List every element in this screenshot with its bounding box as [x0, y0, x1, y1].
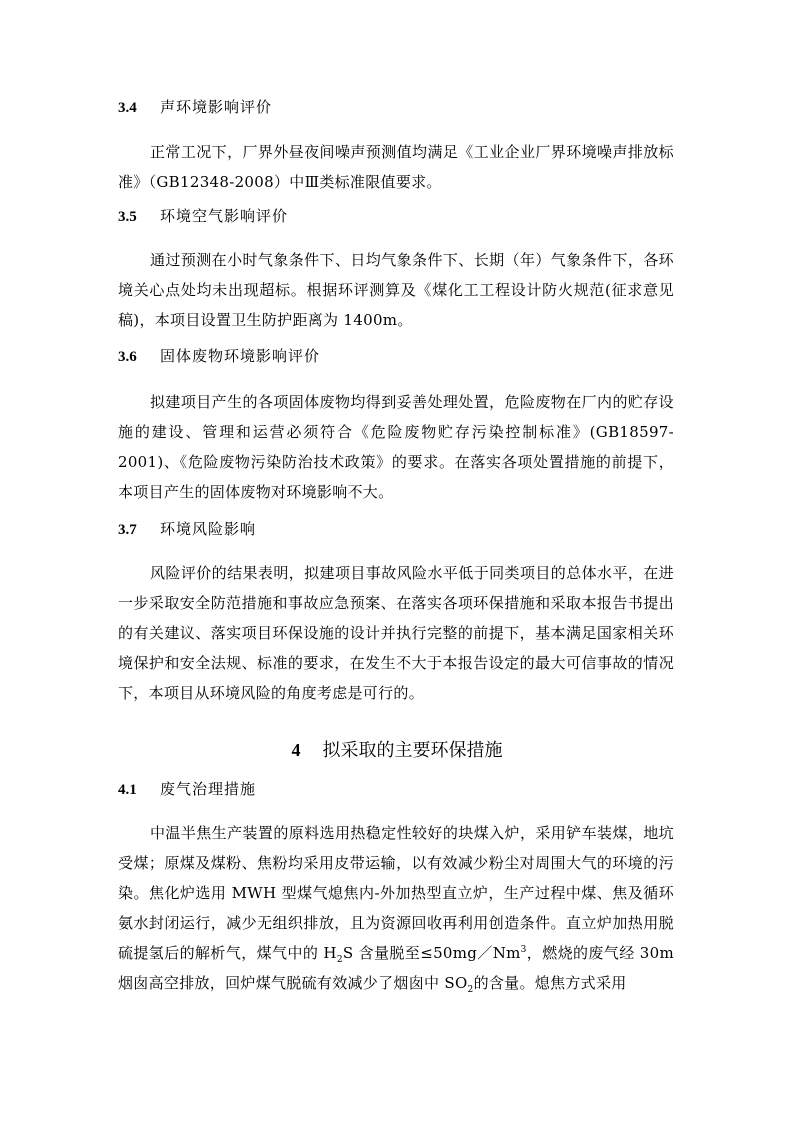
paragraph-solid-waste: 拟建项目产生的各项固体废物均得到妥善处理处置，危险废物在厂内的贮存设施的建设、管理和运营必须符合《危险废物贮存污染控制标准》(GB18597-2001)、《危险废物污染防治技术政策》的要求。在落实各项处置措施的前提下，本项目产生的固体废物对环境影响不大。: [118, 393, 674, 501]
section-number: 3.7: [118, 522, 137, 538]
text-run: ，燃烧的废气经 30m 烟囱高空排放，回炉煤气脱硫有效减少了烟囱中 SO: [118, 944, 674, 992]
section-title: 固体废物环境影响评价: [160, 347, 321, 365]
section-number: 3.4: [118, 100, 137, 116]
section-number: 3.6: [118, 349, 137, 365]
section-title: 环境风险影响: [160, 520, 257, 538]
section-heading-3-7: [118, 518, 256, 541]
paragraph-noise: 正常工况下，厂界外昼夜间噪声预测值均满足《工业企业厂界环境噪声排放标准》（GB12348-2008）中Ⅲ类标准限值要求。: [118, 143, 674, 191]
subscript: 2: [336, 955, 343, 965]
section-title: 废气治理措施: [160, 780, 257, 798]
section-number: 4.1: [118, 782, 137, 798]
chapter-heading: [0, 736, 794, 765]
section-title: 环境空气影响评价: [160, 207, 289, 225]
subscript: 2: [467, 985, 474, 995]
section-heading-3-6: [118, 345, 320, 368]
superscript: 3: [520, 945, 527, 955]
section-heading-3-4: [118, 96, 272, 119]
section-number: 3.5: [118, 209, 137, 225]
paragraph-exhaust-gas: [118, 818, 674, 998]
text-run: 的含量。熄焦方式采用: [473, 974, 627, 992]
paragraph-air: 通过预测在小时气象条件下、日均气象条件下、长期（年）气象条件下，各环境关心点处均未出现超标。根据环评测算及《煤化工工程设计防火规范(征求意见稿)，本项目设置卫生防护距离为 1400m。: [118, 251, 674, 329]
text-run: 中温半焦生产装置的原料选用热稳定性较好的块煤入炉，采用铲车装煤，地坑受煤；原煤及煤粉、焦粉均采用皮带运输，以有效减少粉尘对周围大气的环境的污染。焦化炉选用 MWH 型煤气熄焦内-外加热型直立炉，生产过程中煤、焦及循环氨水封闭运行，减少无组织排放，且为资源回收再利用创造条件。直立炉加热用脱硫提氢后的解析气，煤气中的 H: [118, 824, 674, 962]
section-heading-4-1: [118, 778, 256, 801]
paragraph-risk: 风险评价的结果表明，拟建项目事故风险水平低于同类项目的总体水平，在进一步采取安全防范措施和事故应急预案、在落实各项环保措施和采取本报告书提出的有关建议、落实项目环保设施的设计并执行完整的前提下，基本满足国家相关环境保护和安全法规、标准的要求，在发生不大于本报告设定的最大可信事故的情况下，本项目从环境风险的角度考虑是可行的。: [118, 564, 674, 702]
chapter-number: 4: [291, 740, 301, 760]
chapter-title: 拟采取的主要环保措施: [322, 740, 503, 761]
section-title: 声环境影响评价: [160, 98, 273, 116]
section-heading-3-5: [118, 205, 288, 228]
text-run: S 含量脱至≤50mg／Nm: [342, 944, 521, 962]
